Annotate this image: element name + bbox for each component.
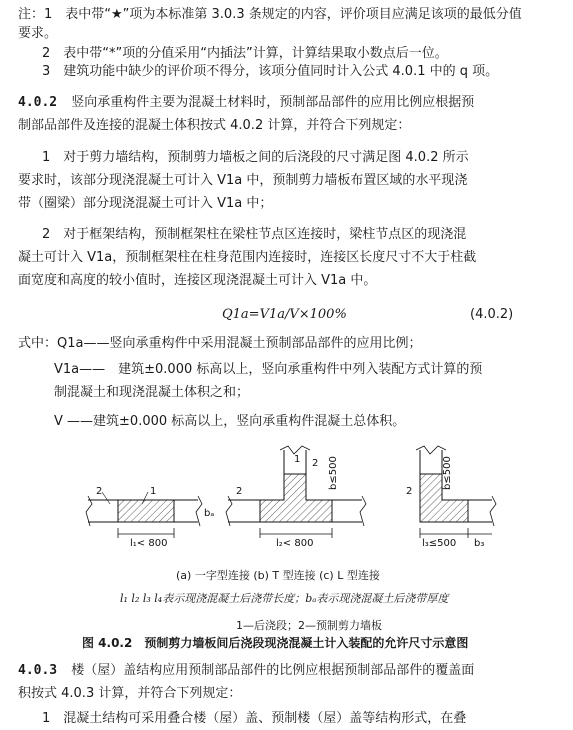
label-one: 1: [150, 486, 157, 497]
note-3: 3 建筑功能中缺少的评价项不得分，该项分值同时计入公式 4.0.1 中的 q 项。: [42, 64, 499, 79]
where-q1a: 式中：Q1a——竖向承重构件中采用混凝土预制部品部件的应用比例；: [18, 336, 422, 351]
diagram-a-straight-connection: [86, 486, 214, 549]
section-4-0-3-item-1: 1 混凝土结构可采用叠合楼（屋）盖、预制楼（屋）盖等结构形式，在叠: [42, 711, 467, 726]
item-2-line-c: 面宽度和高度的较小值时，连接区现浇混凝土可计入 V1a 中。: [18, 273, 377, 288]
label-one: 1: [294, 454, 301, 465]
note-2: 2 表中带“*”项的分值采用“内插法”计算，计算结果取小数点后一位。: [42, 46, 448, 61]
note-1-line-b: 要求。: [18, 26, 58, 41]
diagram-b-t-connection: [226, 446, 366, 549]
cast-in-place-segment: [118, 500, 174, 522]
dimension-label-b: l₂< 800: [276, 538, 314, 549]
section-4-0-2-para-b: 制部品部件及连接的混凝土体积按式 4.0.2 计算，并符合下列规定：: [18, 118, 411, 133]
where-v: V ——建筑±0.000 标高以上，竖向承重构件混凝土总体积。: [54, 414, 406, 429]
where-v1a-line-a: V1a—— 建筑±0.000 标高以上，竖向承重构件中列入装配方式计算的预: [54, 362, 483, 377]
section-number: 4.0.2: [18, 95, 58, 110]
item-1-line-a: 1 对于剪力墙结构，预制剪力墙板之间的后浇段的尺寸满足图 4.0.2 所示: [42, 150, 469, 165]
cast-in-place-segment: [260, 474, 332, 522]
vertical-dimension-label: b≤500: [328, 456, 339, 490]
dimension-label-a: l₁< 800: [130, 538, 168, 549]
label-two: 2: [236, 486, 243, 497]
section-4-0-2-para-a: 4.0.2 竖向承重构件主要为混凝土材料时，预制部品部件的应用比例应根据预: [18, 95, 475, 110]
section-4-0-3-para-b: 积按式 4.0.3 计算，并符合下列规定：: [18, 686, 242, 701]
thickness-label: bₐ: [204, 508, 215, 519]
formula-number: (4.0.2): [470, 307, 514, 322]
dimension-label-c2: b₃: [474, 538, 485, 549]
section-number: 4.0.3: [18, 663, 58, 678]
item-1-line-c: 带（圈梁）部分现浇混凝土可计入 V1a 中；: [18, 196, 273, 211]
label-two: 2: [312, 458, 319, 469]
diagram-c-l-connection: [406, 446, 496, 549]
dimension-label-c1: l₃≤500: [422, 538, 457, 549]
label-two: 2: [96, 486, 103, 497]
shear-wall-connection-diagram: [80, 438, 500, 558]
vertical-dimension-label: b≤500: [442, 456, 453, 490]
where-v1a-line-b: 制混凝土和现浇混凝土体积之和；: [54, 385, 250, 400]
label-two: 2: [406, 486, 413, 497]
item-2-line-b: 凝土可计入 V1a，预制框架柱在柱身范围内连接时，连接区长度尺寸不大于柱截: [18, 250, 477, 265]
section-4-0-3-para-a: 4.0.3 楼（屋）盖结构应用预制部品部件的比例应根据预制部品部件的覆盖面: [18, 663, 475, 678]
item-1-line-b: 要求时，该部分现浇混凝土可计入 V1a 中，预制剪力墙板布置区域的水平现浇: [18, 173, 468, 188]
figure-title: 图 4.0.2 预制剪力墙板间后浇段现浇混凝土计入装配的允许尺寸示意图: [82, 636, 469, 650]
formula: Q1a=V1a/V×100%: [222, 307, 347, 322]
figure-caption-key: 1—后浇段；2—预制剪力墙板: [236, 619, 382, 632]
note-1-line-a: 注：1 表中带“★”项为本标准第 3.0.3 条规定的内容，评价项目应满足该项的最低分值: [18, 7, 522, 22]
figure-caption-parts: (a) 一字型连接 (b) T 型连接 (c) L 型连接: [176, 569, 380, 582]
figure-caption-legend: l₁ l₂ l₃ l₄表示现浇混凝土后浇带长度；bₐ表示现浇混凝土后浇带厚度: [120, 592, 449, 605]
item-2-line-a: 2 对于框架结构，预制框架柱在梁柱节点区连接时，梁柱节点区的现浇混: [42, 227, 467, 242]
